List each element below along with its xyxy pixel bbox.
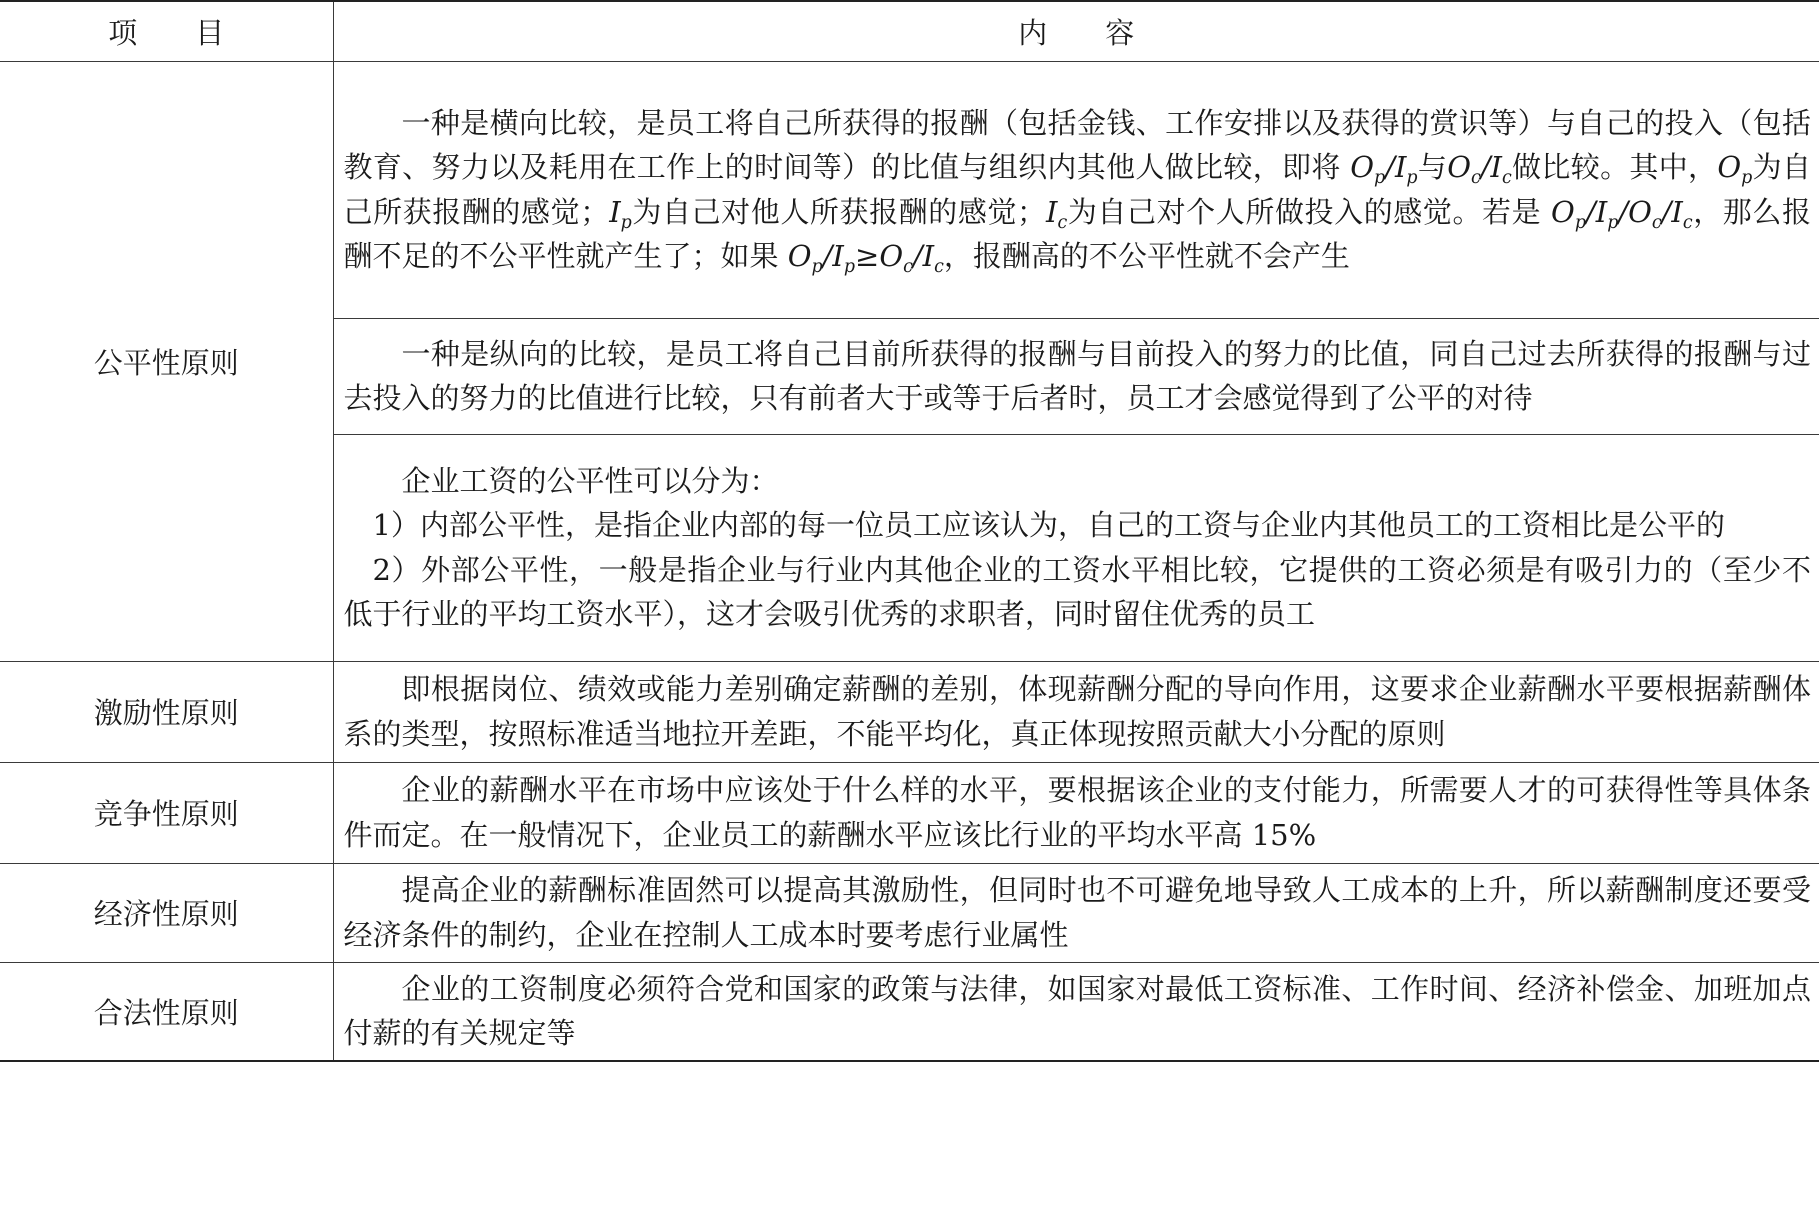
table-row [0, 863, 1819, 962]
fairness-wage-internal: 1）内部公平性，是指企业内部的每一位员工应该认为，自己的工资与企业内其他员工的工资相比是公平的 [372, 508, 1725, 542]
row-label-economy: 经济性原则 [0, 863, 333, 962]
header-item: 项 目 [0, 1, 333, 61]
table-header-row [0, 1, 1819, 61]
fairness-wage-content [333, 434, 1819, 661]
competitiveness-content: 企业的薪酬水平在市场中应该处于什么样的水平，要根据该企业的支付能力，所需要人才的可获得性等具体条件而定。在一般情况下，企业员工的薪酬水平应该比行业的平均水平高 15% [333, 762, 1819, 863]
table-row [0, 762, 1819, 863]
row-label-competitiveness: 竞争性原则 [0, 762, 333, 863]
table-row [0, 661, 1819, 762]
fairness-wage-external: 2）外部公平性，一般是指企业与行业内其他企业的工资水平相比较，它提供的工资必须是有吸引力的（至少不低于行业的平均工资水平），这才会吸引优秀的求职者，同时留住优秀的员工 [343, 552, 1811, 631]
row-label-fairness: 公平性原则 [0, 61, 333, 661]
header-content: 内 容 [333, 1, 1819, 61]
table-row [0, 962, 1819, 1061]
fairness-vertical-content: 一种是纵向的比较，是员工将自己目前所获得的报酬与目前投入的努力的比值，同自己过去所获得的报酬与过去投入的努力的比值进行比较，只有前者大于或等于后者时，员工才会感觉得到了公平的对待 [333, 318, 1819, 434]
economy-content: 提高企业的薪酬标准固然可以提高其激励性，但同时也不可避免地导致人工成本的上升，所以薪酬制度还要受经济条件的制约，企业在控制人工成本时要考虑行业属性 [333, 863, 1819, 962]
fairness-horizontal-content: 一种是横向比较，是员工将自己所获得的报酬（包括金钱、工作安排以及获得的赏识等）与自己的投入（包括教育、努力以及耗用在工作上的时间等）的比值与组织内其他人做比较，即将 $O_p/I_p$与$O_c/I_c$做比较。其中，$O_p$为自己所获报酬的感觉；$I_p$为自己对他人所获报酬的感觉；$I_c$为自己对个人所做投入的感觉。若是 $O_p/I_p/O_c/I_c$，那么报酬不足的不公平性就产生了；如果 $O_p/I_p\ge O_c/I_c$，报酬高的不公平性就不会产生 [333, 61, 1819, 318]
legality-content: 企业的工资制度必须符合党和国家的政策与法律，如国家对最低工资标准、工作时间、经济补偿金、加班加点付薪的有关规定等 [333, 962, 1819, 1061]
row-label-incentive: 激励性原则 [0, 661, 333, 762]
table-row [0, 61, 1819, 318]
incentive-content: 即根据岗位、绩效或能力差别确定薪酬的差别，体现薪酬分配的导向作用，这要求企业薪酬水平要根据薪酬体系的类型，按照标准适当地拉开差距，不能平均化，真正体现按照贡献大小分配的原则 [333, 661, 1819, 762]
row-label-legality: 合法性原则 [0, 962, 333, 1061]
fairness-wage-intro: 企业工资的公平性可以分为： [401, 463, 779, 498]
